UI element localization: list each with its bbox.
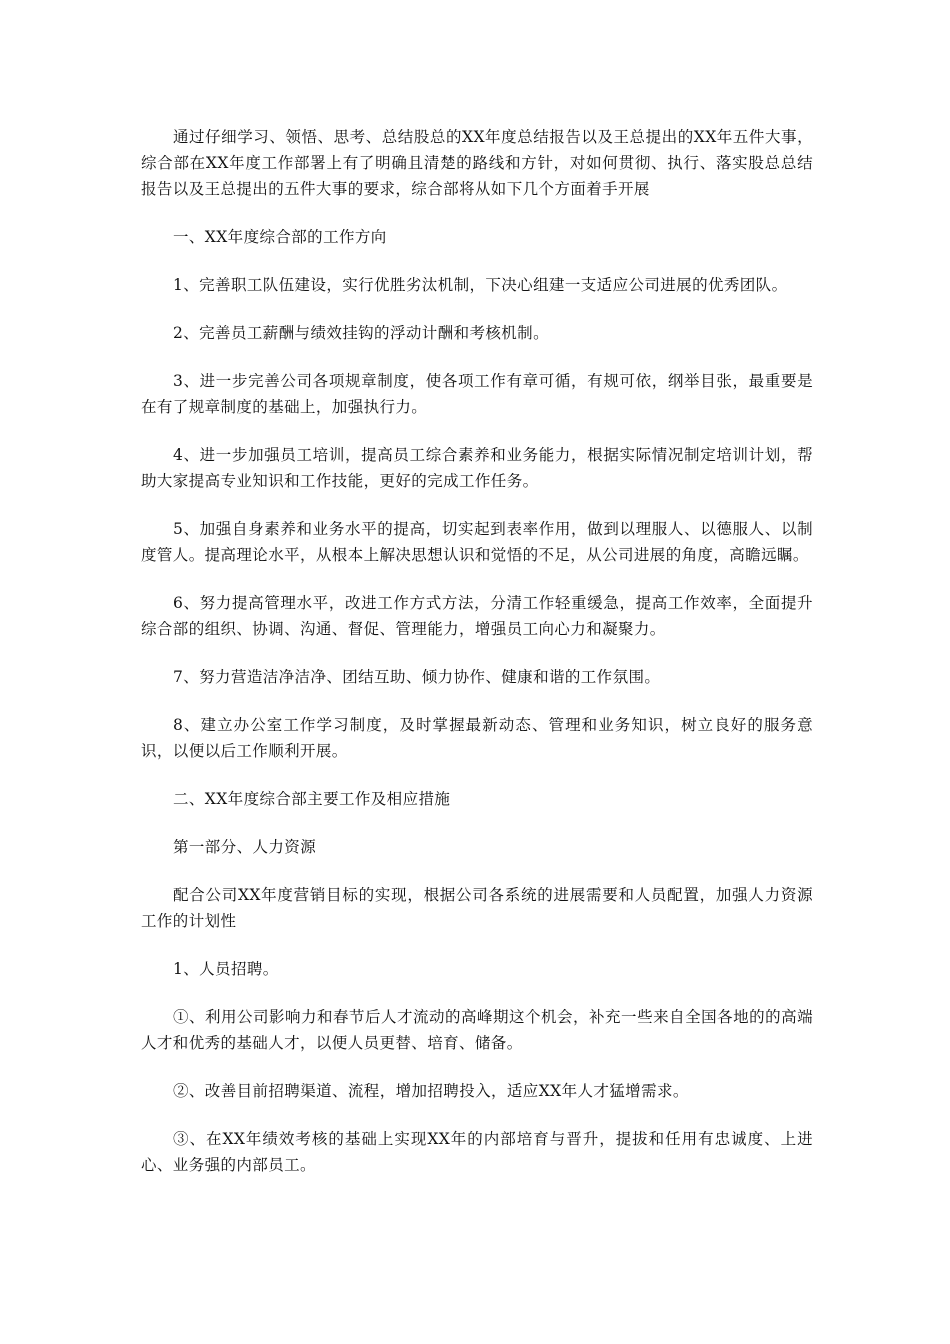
body-paragraph: 配合公司XX年度营销目标的实现，根据公司各系统的进展需要和人员配置，加强人力资源工作的计划性 bbox=[141, 886, 813, 930]
list-item: ①、利用公司影响力和春节后人才流动的高峰期这个机会，补充一些来自全国各地的的高端人才和优秀的基础人才，以便人员更替、培育、储备。 bbox=[141, 1008, 813, 1052]
list-item: 8、建立办公室工作学习制度，及时掌握最新动态、管理和业务知识，树立良好的服务意识，以便以后工作顺利开展。 bbox=[141, 716, 813, 760]
list-item: 5、加强自身素养和业务水平的提高，切实起到表率作用，做到以理服人、以德服人、以制度管人。提高理论水平，从根本上解决思想认识和觉悟的不足，从公司进展的角度，高瞻远瞩。 bbox=[141, 520, 813, 564]
list-item: ②、改善目前招聘渠道、流程，增加招聘投入，适应XX年人才猛增需求。 bbox=[173, 1082, 689, 1100]
section-heading-main-work: 二、XX年度综合部主要工作及相应措施 bbox=[173, 790, 451, 808]
list-item: 3、进一步完善公司各项规章制度，使各项工作有章可循，有规可依，纲举目张，最重要是在有了规章制度的基础上，加强执行力。 bbox=[141, 372, 813, 416]
document-body bbox=[141, 124, 813, 1200]
list-item: 1、人员招聘。 bbox=[173, 960, 279, 978]
list-item: ③、在XX年绩效考核的基础上实现XX年的内部培育与晋升，提拔和任用有忠诚度、上进心、业务强的内部员工。 bbox=[141, 1130, 813, 1174]
list-item: 4、进一步加强员工培训，提高员工综合素养和业务能力，根据实际情况制定培训计划，帮助大家提高专业知识和工作技能，更好的完成工作任务。 bbox=[141, 446, 813, 490]
subsection-heading-hr: 第一部分、人力资源 bbox=[173, 838, 317, 856]
list-item: 1、完善职工队伍建设，实行优胜劣汰机制，下决心组建一支适应公司进展的优秀团队。 bbox=[173, 276, 788, 294]
section-heading-work-direction: 一、XX年度综合部的工作方向 bbox=[173, 228, 387, 246]
list-item: 6、努力提高管理水平，改进工作方式方法，分清工作轻重缓急，提高工作效率，全面提升综合部的组织、协调、沟通、督促、管理能力，增强员工向心力和凝聚力。 bbox=[141, 594, 813, 638]
list-item: 2、完善员工薪酬与绩效挂钩的浮动计酬和考核机制。 bbox=[173, 324, 549, 342]
list-item: 7、努力营造洁净洁净、团结互助、倾力协作、健康和谐的工作氛围。 bbox=[173, 668, 661, 686]
intro-paragraph: 通过仔细学习、领悟、思考、总结股总的XX年度总结报告以及王总提出的XX年五件大事，综合部在XX年度工作部署上有了明确且清楚的路线和方针，对如何贯彻、执行、落实股总总结报告以及王总提出的五件大事的要求，综合部将从如下几个方面着手开展 bbox=[141, 128, 813, 198]
